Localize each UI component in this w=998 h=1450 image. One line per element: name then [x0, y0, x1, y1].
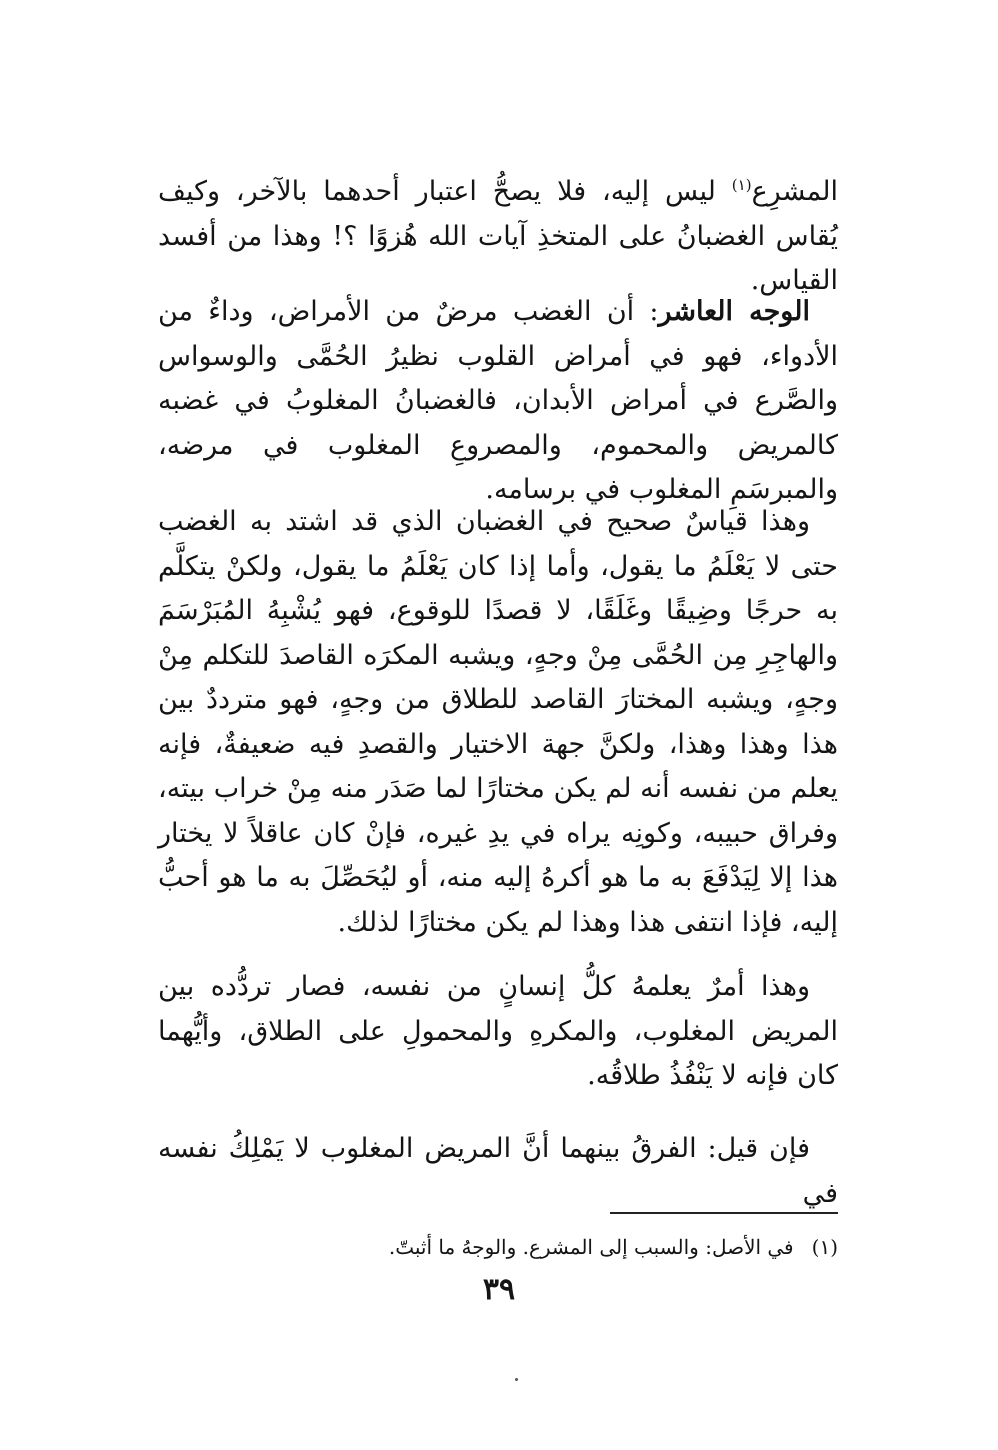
paragraph-4: وهذا أمرٌ يعلمهُ كلُّ إنسانٍ من نفسه، فصار تردُّده بين المريض المغلوب، والمكرهِ والمحمولِ على الطلاق، وأيُّهما كان فإنه لا يَنْفُذُ طلاقُه. [158, 971, 838, 1091]
paragraph-5: فإن قيل: الفرقُ بينهما أنَّ المريض المغلوب لا يَمْلِكُ نفسه في [158, 1133, 838, 1209]
scan-speck [515, 1378, 518, 1381]
page-number: ٣٩ [482, 1272, 516, 1307]
paragraph-3: وهذا قياسٌ صحيح في الغضبان الذي قد اشتد به الغضب حتى لا يَعْلَمُ ما يقول، وأما إذا كان يَعْلَمُ ما يقول، ولكنْ يتكلَّم به حرجًا وضِيقًا وغَلَقًا، لا قصدًا للوقوع، فهو يُشْبِهُ المُبَرْسَمَ والهاجِرِ مِن الحُمَّى مِنْ وجهٍ، ويشبه المكرَه القاصدَ للتكلم مِنْ وجهٍ، ويشبه المختارَ القاصد للطلاق من وجهٍ، فهو مترددٌ بين هذا وهذا وهذا، ولكنَّ جهة الاختيار والقصدِ فيه ضعيفةٌ، فإنه يعلم من نفسه أنه لم يكن مختارًا لما صَدَر منه مِنْ خراب بيته، وفراق حبيبه، وكونِه يراه في يدِ غيره، فإنْ كان عاقلاً لا يختار هذا إلا لِيَدْفَعَ به ما هو أكرهُ إليه منه، أو ليُحَصِّلَ به ما هو أحبُّ إليه، فإذا انتفى هذا وهذا لم يكن مختارًا لذلك. [158, 506, 839, 938]
paragraph-2-text: : أن الغضب مرضٌ من الأمراض، وداءٌ من الأدواء، فهو في أمراض القلوب نظيرُ الحُمَّى والوسواس والصَّرع في أمراض الأبدان، فالغضبانُ المغلوبُ في غضبه كالمريض والمحموم، والمصروعِ المغلوب في مرضه، والمبرسَمِ المغلوب في برسامه. [158, 296, 838, 505]
footnote [158, 1232, 838, 1262]
section-heading-tenth-aspect: الوجه العاشر [658, 296, 810, 327]
paragraph-2 [158, 290, 838, 513]
footnote-number: (١) [811, 1235, 838, 1259]
paragraph-1 [158, 170, 838, 304]
paragraph-1-text-a: المشرِع [751, 176, 838, 207]
paragraph-1-text-b: ليس إليه، فلا يصحُّ اعتبار أحدهما بالآخر، وكيف يُقاس الغضبانُ على المتخذِ آيات الله هُزوًا ؟! وهذا من أفسد القياس. [158, 176, 838, 296]
footnote-separator [610, 1212, 838, 1214]
footnote-reference: (١) [731, 176, 752, 194]
footnote-text: في الأصل: والسبب إلى المشرع. والوجهُ ما أثبتّ. [388, 1235, 794, 1259]
